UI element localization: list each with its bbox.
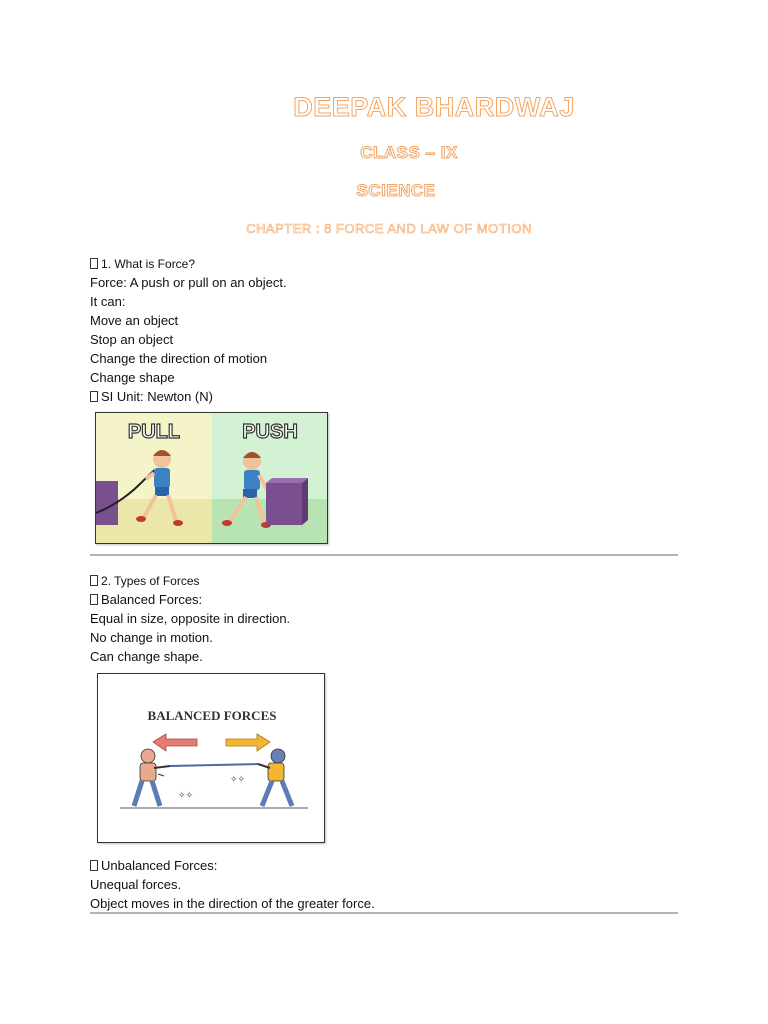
right-arrow (226, 734, 270, 751)
balanced-forces-drawing (98, 674, 325, 843)
svg-text:✧✧: ✧✧ (178, 791, 194, 801)
balanced-line: No change in motion. (90, 630, 213, 645)
balanced-forces-illustration (97, 673, 325, 843)
section2-heading: 2. Types of Forces (90, 572, 200, 591)
section1-line: Change the direction of motion (90, 351, 268, 366)
section-divider (90, 912, 678, 914)
balanced-heading: Balanced Forces: (90, 590, 202, 609)
unbalanced-heading: Unbalanced Forces: (90, 856, 217, 875)
push-box (266, 483, 302, 525)
missing-glyph-icon (90, 860, 98, 871)
section1-line: Change shape (90, 370, 175, 385)
push-pull-illustration (95, 412, 328, 544)
section1-line: It can: (90, 294, 126, 309)
tug-rope (170, 764, 258, 766)
section1-line: Force: A push or pull on an object. (90, 275, 287, 290)
push-pull-drawing (96, 413, 328, 544)
section1-line: Move an object (90, 313, 179, 328)
author-name: DEEPAK BHARDWAJ (293, 92, 575, 122)
si-unit-line: SI Unit: Newton (N) (90, 387, 213, 406)
left-arrow (153, 734, 197, 751)
left-figure (134, 749, 194, 806)
pull-label: PULL (127, 421, 181, 443)
section1-heading: 1. What is Force? (90, 255, 195, 274)
missing-glyph-icon (90, 575, 98, 586)
missing-glyph-icon (90, 391, 98, 402)
balanced-line: Equal in size, opposite in direction. (90, 611, 291, 626)
missing-glyph-icon (90, 594, 98, 605)
section-divider (90, 554, 678, 556)
push-label: PUSH (242, 421, 298, 443)
right-figure (230, 749, 292, 806)
chapter-title: CHAPTER : 8 FORCE AND LAW OF MOTION (246, 221, 532, 236)
section1-line: Stop an object (90, 332, 174, 347)
unbalanced-line: Object moves in the direction of the greater force. (90, 896, 375, 911)
svg-text:✧✧: ✧✧ (230, 775, 246, 785)
missing-glyph-icon (90, 258, 98, 269)
class-line: CLASS – IX (360, 143, 458, 162)
subject-line: SCIENCE (356, 181, 436, 200)
balanced-forces-title: BALANCED FORCES (147, 708, 277, 723)
balanced-line: Can change shape. (90, 649, 203, 664)
unbalanced-line: Unequal forces. (90, 877, 182, 892)
